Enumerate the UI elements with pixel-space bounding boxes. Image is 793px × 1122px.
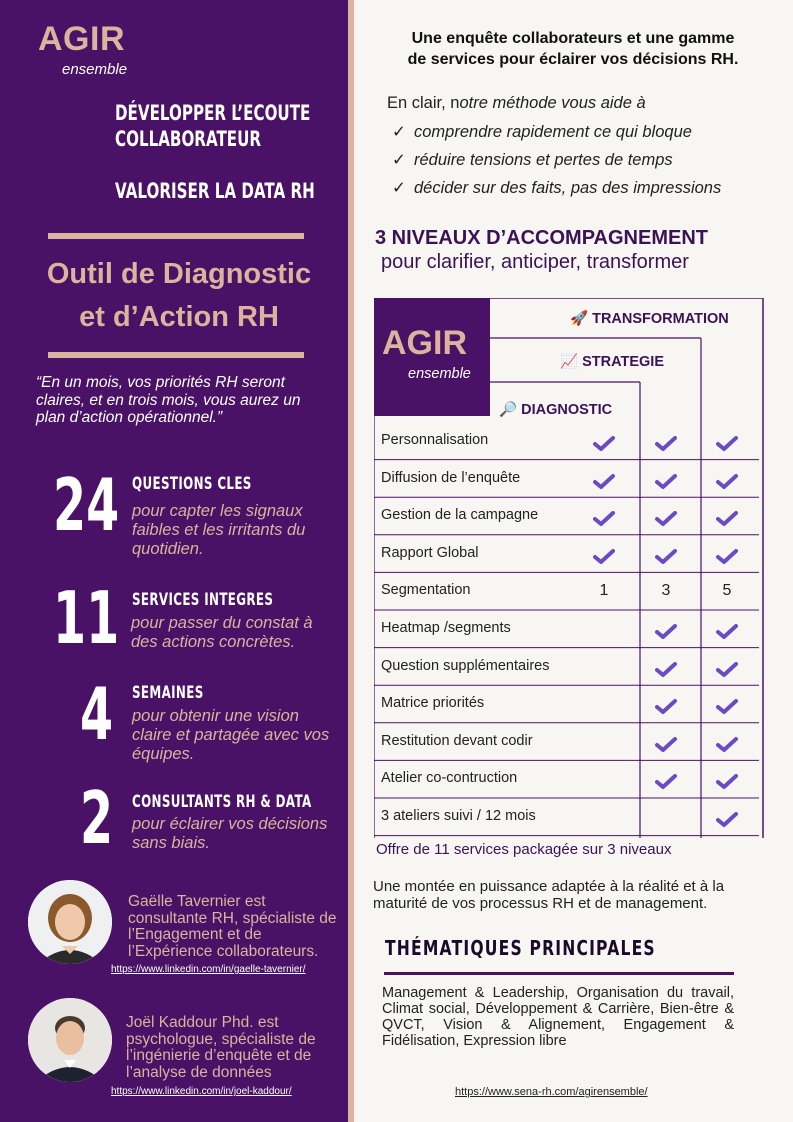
tier-name: STRATEGIE [582,354,664,370]
heading-line: Une enquête collaborateurs et une gamme [411,30,735,47]
row-label: Matrice priorités [381,695,485,712]
tier-name: DIAGNOSTIC [521,402,613,418]
row-label: Question supplémentaires [381,657,550,674]
check-icon: ✓ [392,151,406,169]
page-title [18,253,340,339]
check-icon [593,436,615,452]
portrait-woman-icon [28,880,112,964]
table-caption: Offre de 11 services packagée sur 3 niveaux [376,841,672,858]
website-link[interactable]: https://www.sena-rh.com/agirensemble/ [455,1086,648,1098]
rocket-icon: 🚀 [570,311,589,327]
benefit-item [392,122,692,142]
stat-description: pour capter les signaux faibles et les irritants du quotidien. [132,502,306,558]
portrait-man-icon [28,998,112,1082]
stat-label: SEMAINES [132,683,204,703]
check-icon [655,699,677,715]
check-icon [716,474,738,490]
themes-title: THÉMATIQUES PRINCIPALES [385,936,656,960]
themes-underline [384,972,734,975]
linkedin-link-gaelle[interactable]: https://www.linkedin.com/in/gaelle-tavernier/ [111,964,306,975]
row-label: Segmentation [381,582,471,599]
row-label: Rapport Global [381,544,479,561]
stat-label: CONSULTANTS RH & DATA [132,792,312,812]
consultant-bio: Joël Kaddour Phd. est psychologue, spécialiste de l’ingénierie d’enquête et de l’analyse de données [126,1014,316,1081]
stat-description: pour éclairer vos décisions sans biais. [132,815,328,852]
row-label: Personnalisation [381,432,489,448]
intro-text [387,94,646,113]
divider-line [48,352,304,358]
levels-subtitle: pour clarifier, anticiper, transformer [381,251,689,273]
stat-number: 24 [53,463,120,547]
chart-up-icon: 📈 [560,354,579,370]
row-label: Gestion de la campagne [381,507,539,524]
row-label: Atelier co-contruction [381,770,518,787]
table-brand-name: AGIR [382,324,467,362]
divider-stripe [348,0,354,1122]
check-icon [655,511,677,527]
tier-name: TRANSFORMATION [592,311,729,327]
tier-diagnostic [499,401,612,418]
check-icon [655,662,677,678]
check-icon [593,511,615,527]
headline-data: VALORISER LA DATA RH [115,179,315,203]
row-label: Diffusion de l’enquête [381,469,521,486]
benefit-text: décider sur des faits, pas des impressions [414,179,722,197]
headline-line: DÉVELOPPER L’ECOUTE [115,101,311,125]
benefit-item [392,150,673,170]
check-icon [655,474,677,490]
consultant-bio: Gaëlle Tavernier est consultante RH, spécialiste de l’Engagement et de l’Expérience collaborateurs. [128,893,337,960]
check-icon [716,549,738,565]
tier-strategie [560,353,664,370]
avatar-gaelle [28,880,112,964]
benefit-item [392,178,721,198]
brand-tagline: ensemble [62,61,128,78]
table-brand-tagline: ensemble [408,366,471,382]
right-heading [372,28,774,70]
check-icon [716,774,738,790]
title-line: et d’Action RH [79,301,279,333]
row-label: Restitution devant codir [381,732,533,749]
check-icon [716,737,738,753]
magnifier-icon: 🔎 [499,402,518,418]
segmentation-value: 5 [722,582,732,600]
intro-italic: otre méthode vous aide à [459,94,646,112]
check-icon [593,474,615,490]
headline-line: COLLABORATEUR [115,127,262,151]
benefit-text: comprendre rapidement ce qui bloque [414,123,692,141]
stat-number: 11 [53,576,120,660]
linkedin-link-joel[interactable]: https://www.linkedin.com/in/joel-kaddour/ [111,1086,292,1097]
check-icon [655,774,677,790]
check-icon [655,549,677,565]
check-icon [655,737,677,753]
brand-logo: AGIR [38,20,125,58]
avatar-joel [28,998,112,1082]
stat-description: pour passer du constat à des actions concrètes. [131,614,313,651]
row-label: 3 ateliers suivi / 12 mois [381,808,536,824]
segmentation-value: 3 [661,582,671,600]
benefit-text: réduire tensions et pertes de temps [414,151,673,169]
check-icon [716,662,738,678]
intro-normal: En clair, n [387,94,460,112]
check-icon: ✓ [392,179,406,197]
levels-title: 3 NIVEAUX D’ACCOMPAGNEMENT [375,227,708,249]
row-label: Heatmap /segments [381,620,511,636]
themes-text: Management & Leadership, Organisation du travail, Climat social, Développement & Carrière, Bien-être & QVCT, Vision & Alignement, Engagement & Fidélisation, Expression libre [382,985,734,1049]
check-icon [716,624,738,640]
headline-ecoute [115,100,310,152]
segmentation-value: 1 [599,582,609,600]
offer-paragraph: Une montée en puissance adaptée à la réalité et à la maturité de vos processus RH et de management. [373,878,725,912]
stat-description: pour obtenir une vision claire et partagée avec vos équipes. [132,707,330,763]
check-icon [655,624,677,640]
check-icon: ✓ [392,123,406,141]
divider-line [48,233,304,239]
quote: “En un mois, vos priorités RH seront claires, et en trois mois, vous aurez un plan d’action opérationnel.” [36,374,301,426]
offer-table [374,298,764,838]
check-icon [716,812,738,828]
check-icon [716,511,738,527]
stat-number: 4 [80,672,114,756]
tier-transformation [570,310,729,327]
title-line: Outil de Diagnostic [46,258,312,290]
check-icon [593,549,615,565]
check-icon [716,699,738,715]
check-icon [716,436,738,452]
stat-label: SERVICES INTEGRES [132,590,274,610]
heading-line: de services pour éclairer vos décisions RH. [407,51,739,68]
check-icon [655,436,677,452]
stat-number: 2 [80,776,114,860]
stat-label: QUESTIONS CLES [132,474,252,494]
